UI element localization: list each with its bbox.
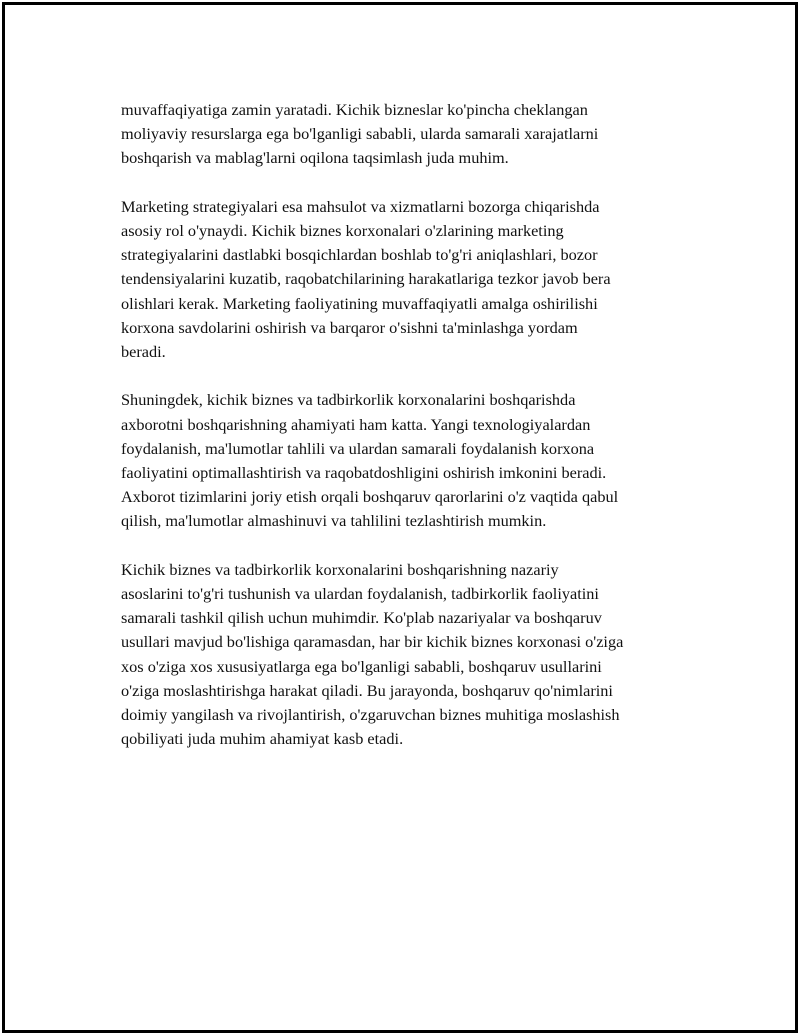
document-body — [121, 98, 701, 776]
paragraph: Marketing strategiyalari esa mahsulot va xizmatlarni bozorga chiqarishda asosiy rol o'ynaydi. Kichik biznes korxonalari o'zlarining marketing strategiyalarini dastlabki bosqichlardan boshlab to'g'ri aniqlashlari, bozor tendensiyalarini kuzatib, raqobatchilarining harakatlariga tezkor javob bera olishlari kerak. Marketing faoliyatining muvaffaqiyatli amalga oshirilishi korxona savdolarini oshirish va barqaror o'sishni ta'minlashga yordam beradi. — [121, 196, 611, 362]
page-frame — [2, 2, 798, 1033]
paragraph: muvaffaqiyatiga zamin yaratadi. Kichik bizneslar ko'pincha cheklangan moliyaviy resurslarga ega bo'lganligi sababli, ularda samarali xarajatlarni boshqarish va mablag'larni oqilona taqsimlash juda muhim. — [121, 100, 599, 168]
paragraph: Kichik biznes va tadbirkorlik korxonalarini boshqarishning nazariy asoslarini to'g'ri tushunish va ulardan foydalanish, tadbirkorlik faoliyatini samarali tashkil qilish uchun muhimdir. Ko'plab nazariyalar va boshqaruv usullari mavjud bo'lishiga qaramasdan, har bir kichik biznes korxonasi o'ziga xos o'ziga xos xususiyatlarga ega bo'lganligi sababli, boshqaruv usullarini o'ziga moslashtirishga harakat qiladi. Bu jarayonda, boshqaruv qo'nimlarini doimiy yangilash va rivojlantirish, o'zgaruvchan biznes muhitiga moslashish qobiliyati juda muhim ahamiyat kasb etadi. — [121, 559, 624, 749]
paragraph: Shuningdek, kichik biznes va tadbirkorlik korxonalarini boshqarishda axborotni boshqarishning ahamiyati ham katta. Yangi texnologiyalardan foydalanish, ma'lumotlar tahlili va ulardan samarali foydalanish korxona faoliyatini optimallashtirish va raqobatdoshligini oshirish imkonini beradi. Axborot tizimlarini joriy etish orqali boshqaruv qarorlarini o'z vaqtida qabul qilish, ma'lumotlar almashinuvi va tahlilini tezlashtirish mumkin. — [121, 390, 619, 531]
